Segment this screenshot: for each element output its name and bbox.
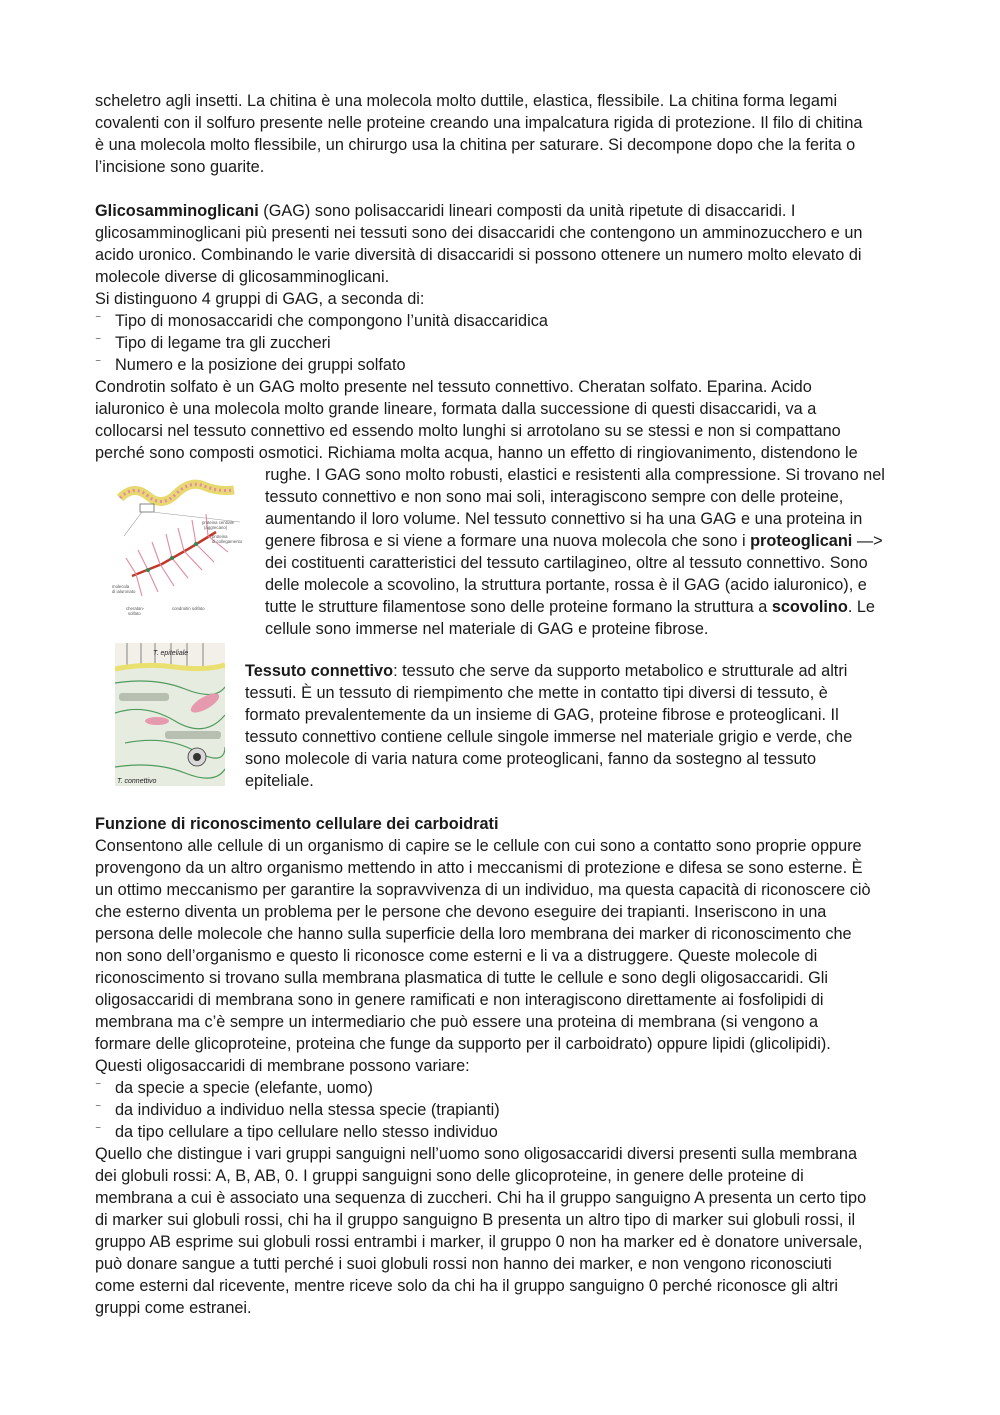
- text-line: ialuronico è una molecola molto grande lineare, formata dalla successione di questi disaccaridi, va a: [95, 400, 817, 418]
- text-line: l’incisione sono guarite.: [95, 158, 265, 176]
- text-line: covalenti con il solfuro presente nelle proteine creando una impalcatura rigida di protezione. Il filo di chitina: [95, 114, 863, 132]
- list-item: ⁻ da individuo a individuo nella stessa specie (trapianti): [95, 1100, 500, 1119]
- proteoglicani-term: proteoglicani: [750, 532, 853, 550]
- svg-text:proteina centrale: proteina centrale: [202, 520, 235, 525]
- text-line: collocarsi nel tessuto connettivo ed essendo molto lunghi si arrotolano su se stessi e non si compattano: [95, 422, 841, 440]
- text-line: scheletro agli insetti. La chitina è una molecola molto duttile, elastica, flessibile. La chitina forma legami: [95, 92, 838, 110]
- svg-text:T. connettivo: T. connettivo: [117, 778, 157, 785]
- text-line: Condrotin solfato è un GAG molto presente nel tessuto connettivo. Cheratan solfato. Eparina. Acido: [95, 378, 812, 396]
- text-line: è una molecola molto flessibile, un chirurgo usa la chitina per saturare. Si decompone dopo che la ferita o: [95, 136, 856, 154]
- text-line: perché sono composti osmotici. Richiama molta acqua, hanno un effetto di ringiovanimento, distendono le: [95, 444, 858, 462]
- text-line: glicosamminoglicani più presenti nei tessuti sono dei disaccaridi che contengono un amminozucchero e un: [95, 224, 863, 242]
- tessuto-connettivo-term: Tessuto connettivo: [245, 662, 394, 680]
- svg-text:di collegamento: di collegamento: [212, 539, 243, 544]
- svg-text:cheratan-: cheratan-: [126, 606, 145, 611]
- list-item: ⁻ Tipo di monosaccaridi che compongono l’unità disaccaridica: [95, 311, 548, 330]
- connective-tissue-figure: [115, 643, 225, 786]
- recognition-section: Funzione di riconoscimento cellulare dei carboidrati Consentono alle cellule di un organismo di capire se le cellule con cui sono a contatto sono proprie oppure provengono da un altro organismo mettendo in atto i meccanismi di protezione e difesa se sono esterne. È un ottimo meccanismo per garantire la sopravvivenza di un individuo, ma questa capacità di riconoscere ciò che esterno diventa un problema per le persone che devono eseguire dei trapianti. Inseriscono in una persona delle molecole che hanno sulla superficie della loro membrana dei marker di riconoscimento che non sono dell’organismo e questo li riconosce come esterni e li va a distruggere. Queste molecole di riconoscimento si trovano sulla membrana plasmatica di tutte le cellule e sono degli oligosaccaridi. Gli oligosaccaridi di membrana sono in genere ramificati e non interagiscono direttamente ai fosfolipidi di membrana ma c’è sempre un intermediario che può essere una proteina di membrana (si vengono a formare delle glicoproteine, proteina che funge da supporto per il carboidrato) oppure lipidi (glicolipidi). Questi oligosaccaridi di membrane possono variare: ⁻ da specie a specie (elefante, uomo) ⁻ da individuo a individuo nella stessa specie (trapianti) ⁻ da tipo cellulare a tipo cellulare nello stesso individuo Quello che distingue i vari gruppi sanguigni nell’uomo sono oligosaccaridi diversi presenti sulla membrana dei globuli rossi: A, B, AB, 0. I gruppi sanguigni sono delle glicoproteine, in genere delle proteine di membrana a cui è associato una sequenza di zuccheri. Chi ha il gruppo sanguigno A presenta un certo tipo di marker sui globuli rossi, chi ha il gruppo sanguigno B presenta un altro tipo di marker sui globuli rossi, il gruppo AB esprime sui globuli rossi entrambi i marker, il gruppo 0 non ha marker ed è donatore universale, può donare sangue a tutti perché i suoi globuli rossi non hanno dei marker, e non vengono riconosciuti come esterni dal ricevente, mentre riceve solo da chi ha il gruppo sanguigno 0 perché riconosce gli altri gruppi come estranei.: [95, 813, 915, 1319]
- text-line: molecole diverse di glicosamminoglicani.: [95, 268, 390, 286]
- svg-text:solfato: solfato: [128, 611, 141, 616]
- text-line: Si distinguono 4 gruppi di GAG, a seconda di:: [95, 290, 425, 308]
- svg-text:condroitin solfato: condroitin solfato: [172, 606, 205, 611]
- proteoglycan-figure: [112, 474, 250, 622]
- connective-tissue-paragraph: Tessuto connettivo: tessuto che serve da supporto metabolico e strutturale ad altri tessuti. È un tessuto di riempimento che mette in contatto tipi diversi di tessuto, è formato prevalentemente da un insieme di GAG, proteine fibrose e proteoglicani. Il tessuto connettivo contiene cellule singole immerse nel materiale grigio e verde, che sono molecole di varia natura come proteoglicani, fanno da sostegno al tessuto epiteliale.: [245, 662, 853, 790]
- proteoglycan-paragraph: rughe. I GAG sono molto robusti, elastici e resistenti alla compressione. Si trovano nel tessuto connettivo e non sono mai soli, interagiscono sempre con delle proteine, aumentando il loro volume. Nel tessuto connettivo si ha una GAG e una proteina in genere fibrosa e si viene a formare una nuova molecola che sono i proteoglicani —> dei costituenti caratteristici del tessuto cartilagineo, oltre al tessuto connettivo. Sono delle molecole a scovolino, la struttura portante, rossa è il GAG (acido ialuronico), e tutte le strutture filamentose sono delle proteine formano la struttura a scovolino. Le cellule sono immerse nel materiale di GAG e proteine fibrose.: [265, 466, 885, 638]
- list-item: ⁻ Tipo di legame tra gli zuccheri: [95, 333, 331, 352]
- section-heading: Funzione di riconoscimento cellulare dei carboidrati: [95, 815, 499, 833]
- list-item: ⁻ da specie a specie (elefante, uomo): [95, 1078, 373, 1097]
- chitin-paragraph: [95, 90, 915, 178]
- svg-text:di ialuronato: di ialuronato: [112, 589, 136, 594]
- text-line: acido uronico. Combinando le varie diversità di disaccaridi si possono ottenere un numero molto elevato di: [95, 246, 862, 264]
- svg-text:proteina: proteina: [212, 534, 228, 539]
- list-item: ⁻ da tipo cellulare a tipo cellulare nello stesso individuo: [95, 1122, 498, 1141]
- scovolino-term: scovolino: [771, 598, 848, 616]
- gag-term: Glicosamminoglicani: [95, 202, 259, 220]
- svg-text:molecola: molecola: [112, 584, 130, 589]
- gag-section: Glicosamminoglicani (GAG) sono polisaccaridi lineari composti da unità ripetute di disaccaridi. I glicosamminoglicani più presenti nei tessuti sono dei disaccaridi che contengono un amminozucchero e un acido uronico. Combinando le varie diversità di disaccaridi si possono ottenere un numero molto elevato di molecole diverse di glicosamminoglicani. Si distinguono 4 gruppi di GAG, a seconda di: ⁻ Tipo di monosaccaridi che compongono l’unità disaccaridica ⁻ Tipo di legame tra gli zuccheri ⁻ Numero e la posizione dei gruppi solfato Condrotin solfato è un GAG molto presente nel tessuto connettivo. Cheratan solfato. Eparina. Acido ialuronico è una molecola molto grande lineare, formata dalla successione di questi disaccaridi, va a collocarsi nel tessuto connettivo ed essendo molto lunghi si arrotolano su se stessi e non si compattano perché sono composti osmotici. Richiama molta acqua, hanno un effetto di ringiovanimento, distendono le: [95, 200, 915, 464]
- list-item: ⁻ Numero e la posizione dei gruppi solfato: [95, 355, 406, 374]
- svg-text:T. epiteliale: T. epiteliale: [153, 650, 189, 657]
- svg-text:(aggrecano): (aggrecano): [204, 525, 228, 530]
